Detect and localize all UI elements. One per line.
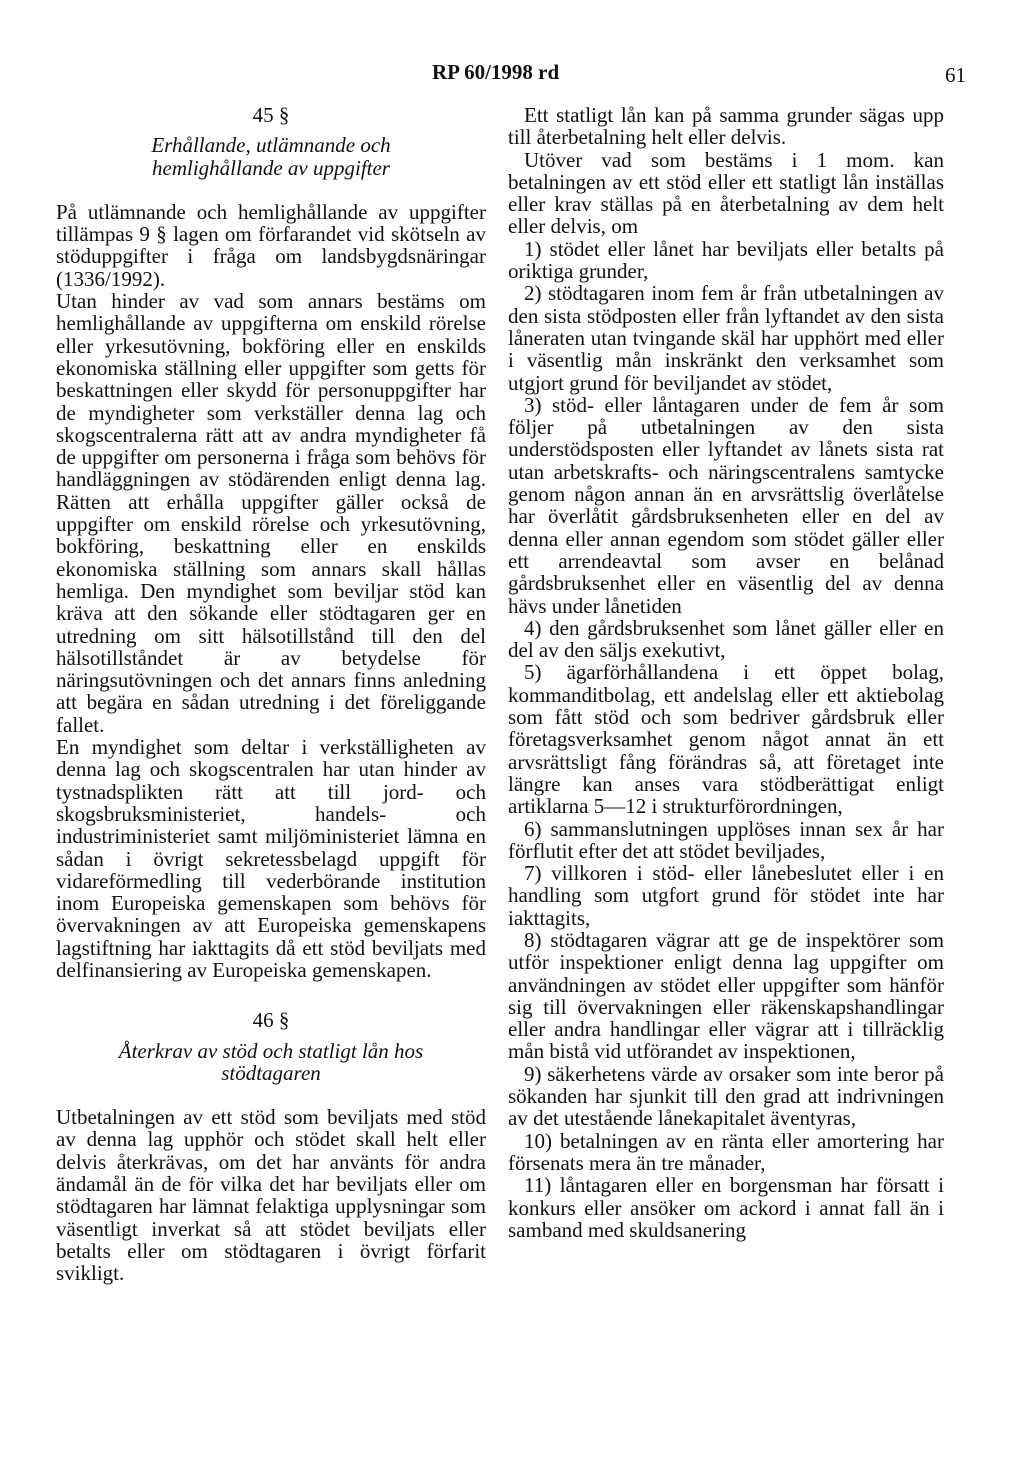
running-header [0, 60, 1024, 94]
list-item: 8) stödtagaren vägrar att ge de inspektörer som utför inspektioner enligt denna lag uppgifter om användningen av stödet eller uppgifter som hänför sig till övervakningen eller räkenskapshandlingar eller andra handlingar eller vägrar att i tillräcklig mån bistå vid utförandet av inspektionen, [508, 927, 944, 1064]
right-column [508, 104, 944, 1241]
list-item: 11) låntagaren eller en borgensman har försatt i konkurs eller ansöker om ackord i annat fall än i samband med skuldsanering [508, 1173, 944, 1242]
section-46-paragraph-1: Utbetalningen av ett stöd som beviljats med stöd av denna lag upphör och stödet skall helt eller delvis återkrävas, om det har använts för andra ändamål än de för vilka det har beviljats eller om stödtagaren har lämnat felaktiga upplysningar som väsentligt inverkat så att stödet beviljats eller betalts eller om stödtagaren i övrigt förfarit svikligt. [56, 1105, 486, 1286]
section-45-paragraph-2: Utan hinder av vad som annars bestäms om hemlighållande av uppgifterna om enskild rörelse eller yrkesutövning, bokföring eller en enskilds ekonomiska ställning eller uppgifter som getts för beskattningen eller skydd för personuppgifter har de myndigheter som verkställer denna lag och skogscentralerna rätt att av andra myndigheter få de uppgifter om personerna i fråga som behövs för handläggningen av stödärenden enligt denna lag. Rätten att erhålla uppgifter gäller också de uppgifter om enskild rörelse och yrkesutövning, bokföring, beskattning eller en enskilds ekonomiska ställning som annars skall hållas hemliga. Den myndighet som beviljar stöd kan kräva att den sökande eller stödtagaren ger en utredning om sitt hälsotillstånd till den del hälsotillståndet är av betydelse för näringsutövningen och det annars finns anledning att begära en sådan utredning i det föreliggande fallet. [56, 289, 486, 737]
page-number: 61 [945, 63, 966, 87]
section-45-title: Erhållande, utlämnande och hemlighållande av uppgifter [151, 133, 391, 180]
list-item: 2) stödtagaren inom fem år från utbetalningen av den sista stödposten eller från lyftandet av den sista låneraten utan tvingande skäl har upphört med eller i väsentlig mån inskränkt den verksamhet som utgjort grund för beviljandet av stödet, [508, 281, 944, 395]
document-reference: RP 60/1998 rd [432, 60, 560, 84]
left-column [56, 104, 486, 1285]
list-item: 10) betalningen av en ränta eller amortering har försenats mera än tre månader, [508, 1128, 944, 1175]
list-item: 9) säkerhetens värde av orsaker som inte beror på sökanden har sjunkit till den grad att indrivningen av det utestående lånekapitalet äventyras, [508, 1061, 944, 1131]
section-spacer [56, 981, 486, 1009]
list-item: 4) den gårdsbruksenhet som lånet gäller eller en del av den säljs exekutivt, [508, 615, 944, 663]
right-paragraph-2: Utöver vad som bestäms i 1 mom. kan betalningen av ett stöd eller ett statligt lån inställas eller krav ställas på en återbetalning av dem helt eller delvis, om [508, 147, 944, 239]
section-45-paragraph-1: På utlämnande och hemlighållande av uppgifter tillämpas 9 § lagen om förfarandet vid skötseln av stöduppgifter i fråga om landsbygdsnäringar (1336/1992). [56, 199, 486, 291]
list-item: 5) ägarförhållandena i ett öppet bolag, kommanditbolag, ett andelslag eller ett aktiebolag som fått stöd och som bedriver gårdsbruk eller företagsverksamhet genom något annat än ett arvsrättsligt fång förändras så, att företaget inte längre kan anses vara stödberättigat enligt artiklarna 5—12 i strukturförordningen, [508, 660, 944, 819]
list-item: 1) stödet eller lånet har beviljats eller betalts på oriktiga grunder, [508, 236, 944, 284]
list-item: 6) sammanslutningen upplöses innan sex år har förflutit efter det att stödet beviljades, [508, 816, 944, 863]
list-item: 7) villkoren i stöd- eller lånebeslutet eller i en handling som utgfort grund för stödet inte har iakttagits, [508, 861, 944, 930]
section-45-number: 45 § [252, 103, 290, 127]
section-45-paragraph-3: En myndighet som deltar i verkställigheten av denna lag och skogscentralen har utan hinder av tystnadsplikten rätt att till jord- och skogsbruksministeriet, handels- och industriministeriet samt miljöministeriet lämna en sådan i övrigt sekretessbelagd uppgift för vidareförmedling till vederbörande institution inom Europeiska gemenskapen som behövs för övervakningen av att Europeiska gemenskapens lagstiftning har iakttagits då ett stöd beviljats med delfinansiering av Europeiska gemenskapen. [56, 735, 486, 982]
section-46-number: 46 § [252, 1008, 290, 1033]
list-item: 3) stöd- eller låntagaren under de fem år som följer på utbetalningen av den sista understödsposten eller lyftandet av lånets sista rat utan arbetskrafts- och näringscentralens samtycke genom någon annan än en arvsrättslig överlåtelse har överlåtit gårdsbruksenheten eller en del av denna eller annan egendom som stödet gäller eller ett arrendeavtal som avser en belånad gårdsbruksenhet eller en väsentlig del av denna hävs under lånetiden [508, 392, 944, 618]
section-46-title: Återkrav av stöd och statligt lån hos stödtagaren [118, 1038, 424, 1085]
right-paragraph-1: Ett statligt lån kan på samma grunder sägas upp till återbetalning helt eller delvis. [508, 103, 944, 150]
